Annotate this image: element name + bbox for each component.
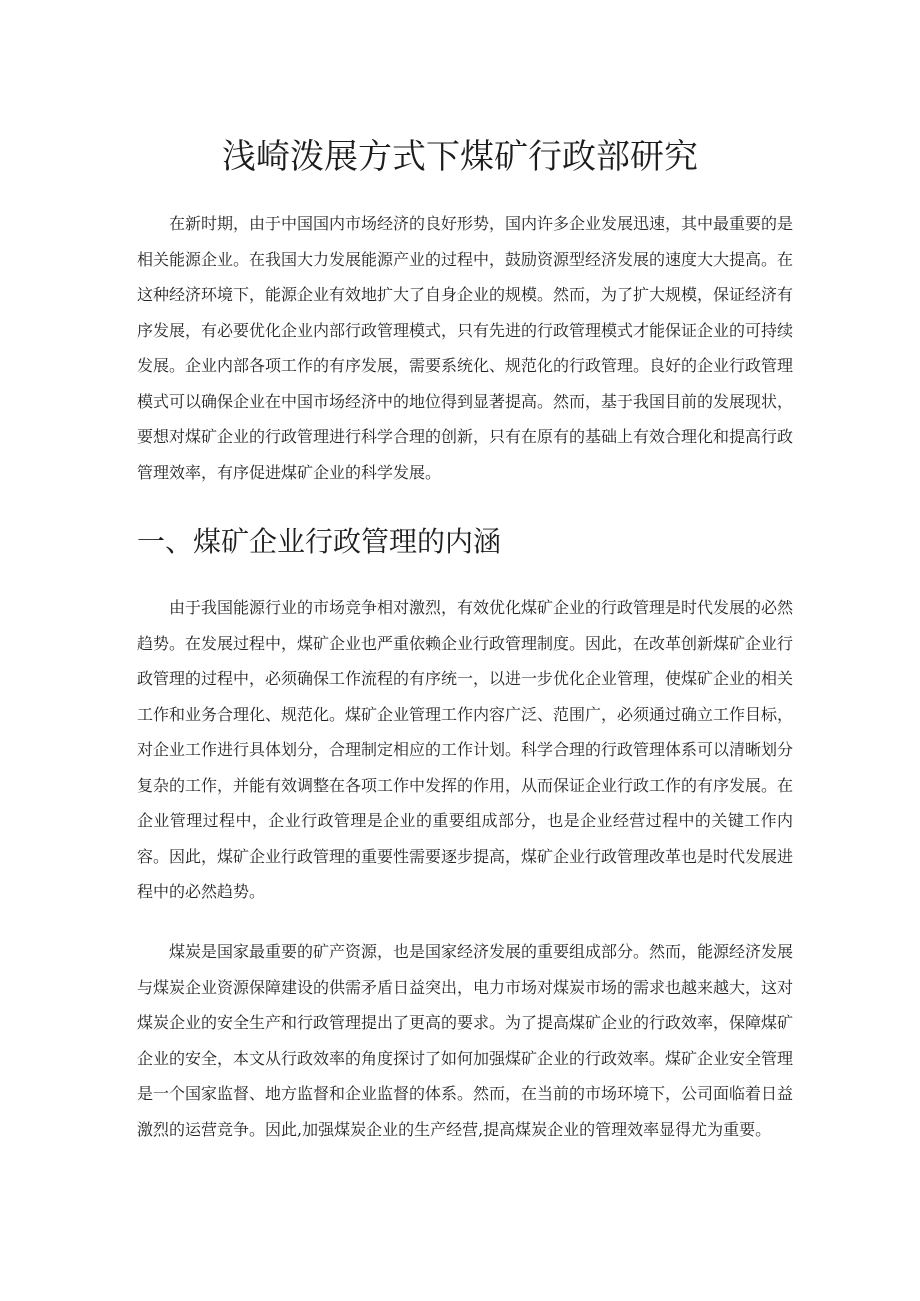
document-title: 浅崎泼展方式下煤矿行政部研究 <box>222 137 698 177</box>
section-heading: 一、煤矿企业行政管理的内涵 <box>137 525 502 558</box>
intro-paragraph: 在新时期，由于中国国内市场经济的良好形势，国内许多企业发展迅速，其中最重要的是相关能源企业。在我国大力发展能源产业的过程中，鼓励资源型经济发展的速度大大提高。在这种经济环境下，能源企业有效地扩大了自身企业的规模。然而，为了扩大规模，保证经济有序发展，有必要优化企业内部行政管理模式，只有先进的行政管理模式才能保证企业的可持续发展。企业内部各项工作的有序发展，需要系统化、规范化的行政管理。良好的企业行政管理模式可以确保企业在中国市场经济中的地位得到显著提高。然而，基于我国目前的发展现状，要想对煤矿企业的行政管理进行科学合理的创新，只有在原有的基础上有效合理化和提高行政管理效率，有序促进煤矿企业的科学发展。 <box>137 214 794 482</box>
section-paragraph-2: 煤炭是国家最重要的矿产资源，也是国家经济发展的重要组成部分。然而，能源经济发展与煤炭企业资源保障建设的供需矛盾日益突出，电力市场对煤炭市场的需求也越来越大，这对煤炭企业的安全生产和行政管理提出了更高的要求。为了提高煤矿企业的行政效率，保障煤矿企业的安全，本文从行政效率的角度探讨了如何加强煤矿企业的行政效率。煤矿企业安全管理是一个国家监督、地方监督和企业监督的体系。然而，在当前的市场环境下，公司面临着日益激烈的运营竞争。因此,加强煤炭企业的生产经营,提高煤炭企业的管理效率显得尤为重要。 <box>137 942 794 1139</box>
section-paragraph-1: 由于我国能源行业的市场竞争相对激烈，有效优化煤矿企业的行政管理是时代发展的必然趋势。在发展过程中，煤矿企业也严重依赖企业行政管理制度。因此，在改革创新煤矿企业行政管理的过程中，必须确保工作流程的有序统一，以进一步优化企业管理，使煤矿企业的相关工作和业务合理化、规范化。煤矿企业管理工作内容广泛、范围广，必须通过确立工作目标，对企业工作进行具体划分，合理制定相应的工作计划。科学合理的行政管理体系可以清晰划分复杂的工作，并能有效调整在各项工作中发挥的作用，从而保证企业行政工作的有序发展。在企业管理过程中，企业行政管理是企业的重要组成部分，也是企业经营过程中的关键工作内容。因此，煤矿企业行政管理的重要性需要逐步提高，煤矿企业行政管理改革也是时代发展进程中的必然趋势。 <box>137 598 794 901</box>
